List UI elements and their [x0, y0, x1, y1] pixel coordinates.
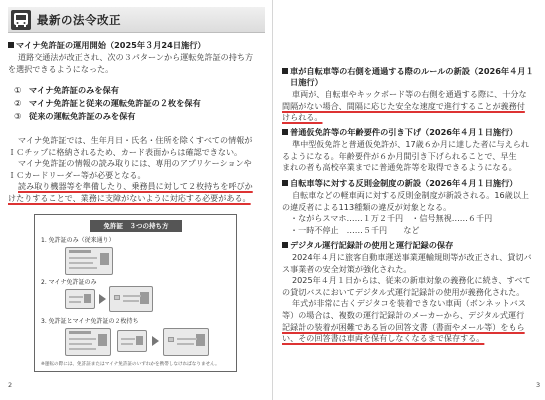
figure-title: 免許証 ３つの持ち方 — [90, 220, 182, 232]
option-item: ② マイナ免許証と従来の運転免許証の２枚を保有 — [14, 98, 201, 108]
section-body: 車両が、自転車やキックボード等の右側を通過する際に、十分な 間隔がない場合、間隔に応じた安全な速度で進行することが義務付 けられる。 — [282, 89, 527, 123]
highlight-text: い、その回答書は車両を保有しなくなるまで保存する。 — [282, 333, 485, 344]
section-heading-bicycle-fines: 自転車等に対する反則金制度の新設（2026年４月１日施行） — [282, 178, 517, 189]
figure-row-label: 3. 免許証とマイナ免許証の２枚持ち — [41, 318, 139, 325]
section-body: 2024年４月に旅客自動車運送事業運輸規則等が改正され、貸切バ ス事業者の安全対策が強化された。 2025年４月１日からは、従来の新車対象の義務化に続き、すべて の貸切バスにおいてデジタル式運行記録計の使用が義務化された。 年式が非常に古くデジタコを装着できない車両（ボンネットバス 等）の場合は、複数の運行記録計のメーカーから、デジタル式運行 記録計の装着が困難である旨の回答文書（書面やメール等）をもら い、その回答書は車両を保有しなくなるまで保存する。 — [282, 252, 532, 344]
page-divider — [272, 0, 273, 400]
section-body: 準中型仮免許と普通仮免許が、17歳６か月に達した者に与えられ るようになる。年齢要件が６か月間引き下げられることで、早生 まれの者も高校卒業までに普通免許等を取得できるようになる。 — [282, 139, 529, 173]
mynumber-license-card-image — [163, 328, 209, 356]
section-heading-mynumber-license: マイナ免許証の運用開始（2025年３月24日施行） — [8, 40, 206, 51]
option-item: ③ 従来の運転免許証のみを保有 — [14, 111, 136, 121]
figure-note: ※運転の際には、免許証またはマイナ免許証のいずれかを携帯しなければなりません。 — [41, 362, 220, 367]
bus-icon — [11, 10, 31, 30]
mynumber-license-card-image — [109, 286, 153, 312]
page-title: 最新の法令改正 — [37, 13, 121, 27]
highlight-text: 記録計の装着が困難である旨の回答文書（書面やメール等）をもら — [282, 321, 525, 332]
option-item: ① マイナ免許証のみを保有 — [14, 85, 119, 95]
figure-row-label: 2. マイナ免許証のみ — [41, 279, 97, 286]
section-heading-digital-tachograph: デジタル運行記録計の使用と運行記録の保存 — [282, 240, 453, 251]
section-header — [8, 7, 265, 33]
section-heading-continuation: 日施行） — [290, 77, 323, 87]
driver-license-card-image — [65, 328, 111, 356]
left-page — [0, 0, 272, 400]
fine-list-item: ・一時不停止 ……５千円 など — [290, 224, 420, 235]
mynumber-card-image — [117, 330, 147, 352]
license-options-figure — [34, 214, 237, 372]
arrow-icon — [152, 336, 159, 346]
page-number: 2 — [8, 381, 13, 389]
section-body: 自転車などの軽車両に対する反則金制度が新設される。16歳以上 の違反者による113種類の違反が対象となる。 ・ながらスマホ……１万２千円 ・信号無視……６千円 ・一時不停止 ……５千円 など — [282, 190, 544, 236]
arrow-icon — [99, 294, 106, 304]
section-heading-provisional-license-age: 普通仮免許等の年齢要件の引き下げ（2026年４月１日施行） — [282, 127, 517, 138]
highlight-text: けられる。 — [282, 112, 323, 123]
highlight-text: けたりすることで、業務に支障がないように対応する必要がある。 — [8, 192, 251, 203]
page-number: 3 — [536, 381, 541, 389]
fine-list-item: ・ながらスマホ……１万２千円 ・信号無視……６千円 — [290, 213, 493, 224]
highlight-text: 読み取り機器等を準備したり、乗務員に対して２枚持ちを呼びか — [18, 181, 253, 192]
driver-license-card-image — [65, 247, 113, 275]
mynumber-card-image — [65, 289, 95, 309]
intro-paragraph: 道路交通法が改正され、次の３パターンから運転免許証の持ち方 を選択できるようになった。 — [8, 52, 254, 74]
section-heading-bicycle-passing-rule: 車が自転車等の右側を通過する際のルールの新設（2026年４月１ — [282, 66, 534, 77]
figure-row-label: 1. 免許証のみ（従来通り） — [41, 237, 115, 244]
highlight-text: 間隔がない場合、間隔に応じた安全な速度で進行することが義務付 — [282, 100, 525, 111]
right-page — [274, 0, 545, 400]
body-paragraph: マイナ免許証では、生年月日・氏名・住所を除くすべての情報が ＩＣチップに格納されるため、カード表面からは確認できない。 マイナ免許証の情報の読み取りには、専用のアプリケーションや ＩＣカードリーダー等が必要となる。 読み取り機器等を準備したり、乗務員に対して２枚持ちを呼びか けたりすることで、業務に支障がないように対応する必要がある。 — [8, 135, 253, 203]
